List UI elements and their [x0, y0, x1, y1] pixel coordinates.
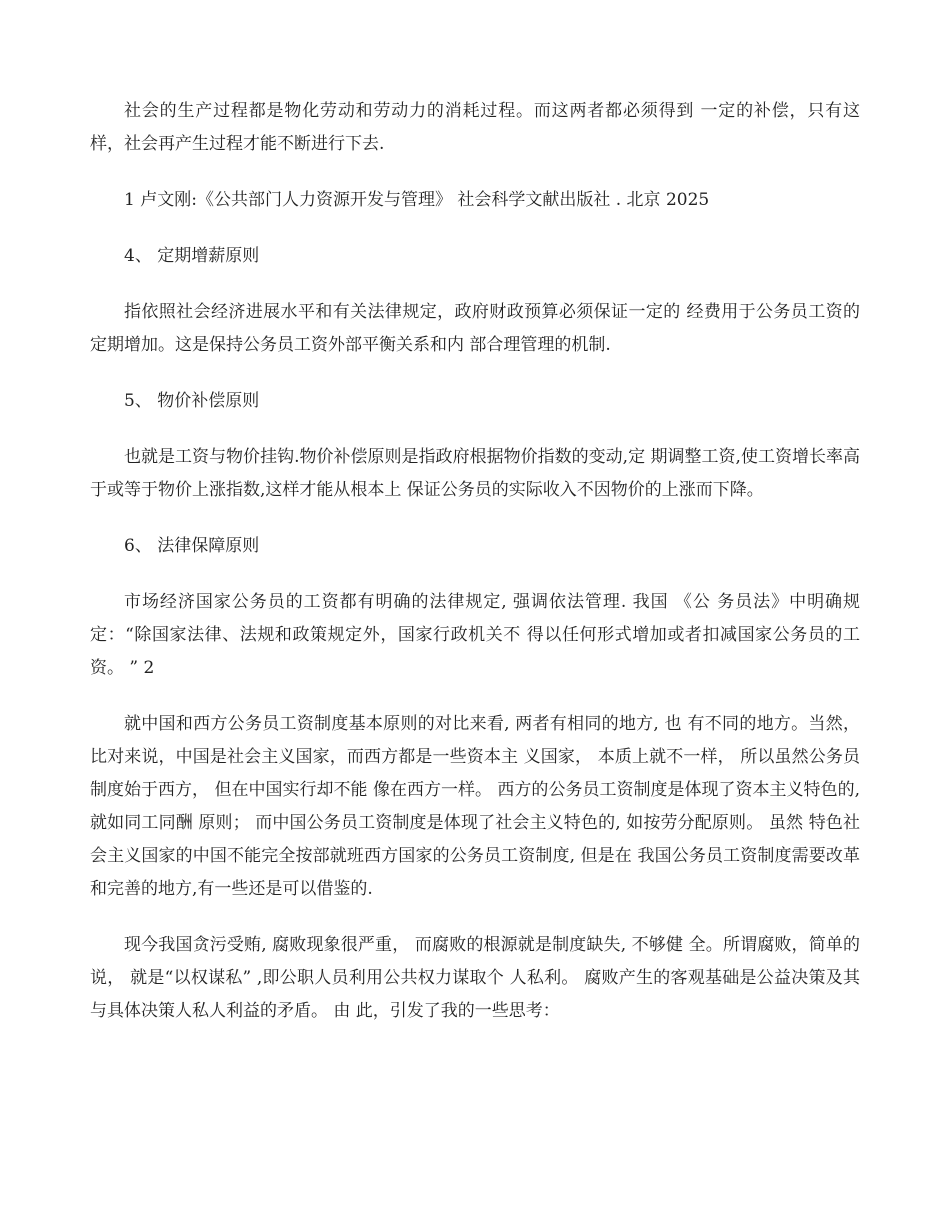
paragraph-china-west-comparison: 就中国和西方公务员工资制度基本原则的对比来看, 两者有相同的地方, 也 有不同的地方。当然，比对来说，中国是社会主义国家，而西方都是一些资本主 义国家， 本质上就不一样， 所以虽然公务员制度始于西方， 但在中国实行却不能 像在西方一样。 西方的公务员工资制度是体现了资本主义特色的, 就如同工同酬 原则； 而中国公务员工资制度是体现了社会主义特色的, 如按劳分配原则。 虽然 特色社会主义国家的中国不能完全按部就班西方国家的公务员工资制度, 但是在 我国公务员工资制度需要改革和完善的地方,有一些还是可以借鉴的. [90, 714, 860, 899]
section-heading-price-compensation: 5、 物价补偿原则 [124, 391, 260, 411]
paragraph-legal-guarantee: 市场经济国家公务员的工资都有明确的法律规定, 强调依法管理. 我国 《公 务员法》中明确规定：“除国家法律、法规和政策规定外，国家行政机关不 得以任何形式增加或者扣减国家公务员的工资。 ” 2 [90, 592, 860, 678]
section-heading-periodic-raise: 4、 定期增薪原则 [124, 246, 260, 266]
section-heading-legal-guarantee: 6、 法律保障原则 [124, 536, 260, 556]
paragraph-corruption: 现今我国贪污受贿, 腐败现象很严重， 而腐败的根源就是制度缺失, 不够健 全。所谓腐败，简单的说， 就是“以权谋私” ,即公职人员利用公共权力谋取个 人私利。 腐败产生的客观基础是公益决策及其与具体决策人私人利益的矛盾。 由 此，引发了我的一些思考： [90, 935, 860, 1021]
paragraph-price-compensation: 也就是工资与物价挂钩.物价补偿原则是指政府根据物价指数的变动,定 期调整工资,使工资增长率高于或等于物价上涨指数,这样才能从根本上 保证公务员的实际收入不因物价的上涨而下降。 [90, 447, 860, 500]
paragraph-labor-compensation: 社会的生产过程都是物化劳动和劳动力的消耗过程。而这两者都必须得到 一定的补偿，只有这样，社会再产生过程才能不断进行下去. [90, 101, 860, 154]
paragraph-periodic-raise: 指依照社会经济进展水平和有关法律规定，政府财政预算必须保证一定的 经费用于公务员工资的定期增加。这是保持公务员工资外部平衡关系和内 部合理管理的机制. [90, 302, 860, 355]
footnote-reference: 1 卢文刚:《公共部门人力资源开发与管理》 社会科学文献出版社 . 北京 2025 [124, 190, 710, 210]
